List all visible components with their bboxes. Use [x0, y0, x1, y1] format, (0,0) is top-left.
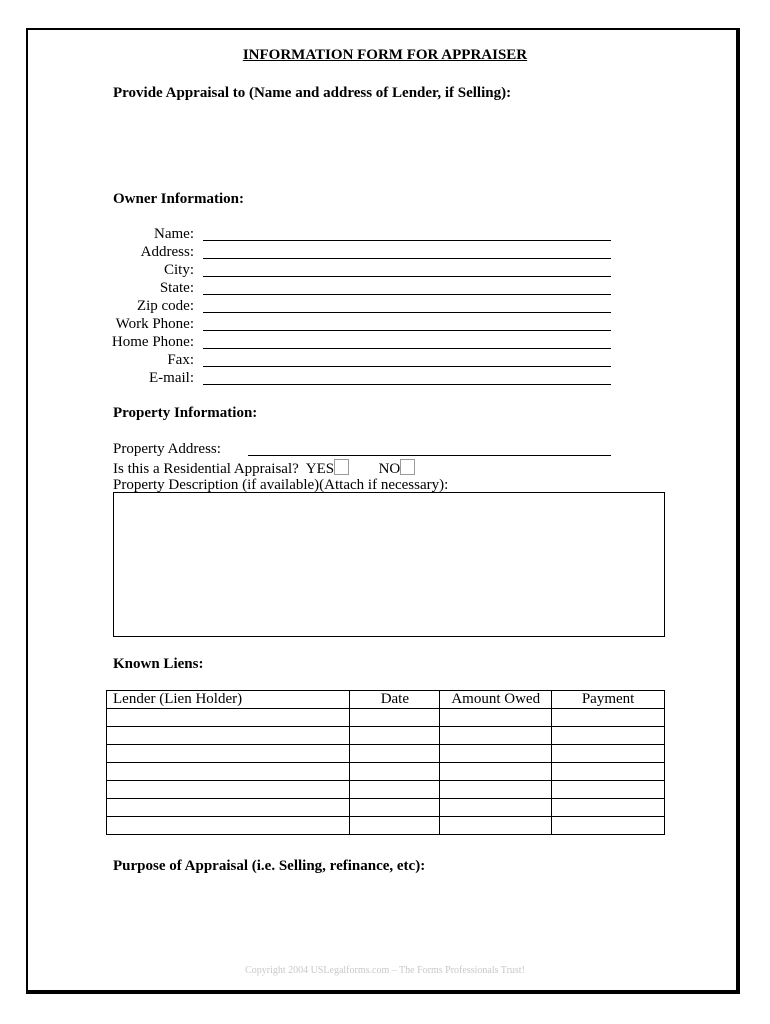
property-description-label: Property Description (if available)(Attach if necessary): [113, 477, 449, 493]
liens-header-row [107, 691, 665, 709]
liens-col-lender: Lender (Lien Holder) [107, 691, 350, 709]
owner-work-phone-label: Work Phone: [115, 316, 194, 332]
table-cell[interactable] [440, 763, 552, 781]
table-cell[interactable] [350, 799, 440, 817]
table-cell[interactable] [552, 709, 665, 727]
table-cell[interactable] [107, 727, 350, 745]
owner-fax-field[interactable] [203, 366, 611, 367]
table-cell[interactable] [552, 781, 665, 799]
table-cell[interactable] [552, 799, 665, 817]
table-cell[interactable] [440, 709, 552, 727]
table-cell[interactable] [440, 817, 552, 835]
liens-table [106, 690, 665, 835]
table-cell[interactable] [107, 763, 350, 781]
owner-city-field[interactable] [203, 276, 611, 277]
owner-email-field[interactable] [203, 384, 611, 385]
form-title: INFORMATION FORM FOR APPRAISER [242, 47, 528, 63]
owner-home-phone-field[interactable] [203, 348, 611, 349]
table-cell[interactable] [107, 799, 350, 817]
liens-col-amount-owed: Amount Owed [440, 691, 552, 709]
table-cell[interactable] [440, 799, 552, 817]
owner-fax-label: Fax: [167, 352, 194, 368]
owner-home-phone-label: Home Phone: [111, 334, 194, 350]
table-cell[interactable] [440, 781, 552, 799]
residential-question-label: Is this a Residential Appraisal? [113, 461, 299, 477]
provide-appraisal-heading: Provide Appraisal to (Name and address of Lender, if Selling): [113, 85, 512, 101]
table-cell[interactable] [107, 781, 350, 799]
table-cell[interactable] [440, 745, 552, 763]
owner-name-label: Name: [154, 226, 194, 242]
owner-zip-label: Zip code: [136, 298, 194, 314]
table-cell[interactable] [552, 817, 665, 835]
yes-label: YES [305, 461, 335, 477]
yes-checkbox[interactable] [334, 459, 349, 475]
table-cell[interactable] [350, 817, 440, 835]
table-row [107, 817, 665, 835]
owner-state-label: State: [159, 280, 194, 296]
owner-address-field[interactable] [203, 258, 611, 259]
known-liens-heading: Known Liens: [113, 656, 204, 672]
owner-zip-field[interactable] [203, 312, 611, 313]
no-checkbox[interactable] [400, 459, 415, 475]
table-cell[interactable] [350, 709, 440, 727]
table-cell[interactable] [440, 727, 552, 745]
table-cell[interactable] [107, 709, 350, 727]
owner-email-label: E-mail: [149, 370, 194, 386]
owner-state-field[interactable] [203, 294, 611, 295]
table-row [107, 799, 665, 817]
purpose-of-appraisal-heading: Purpose of Appraisal (i.e. Selling, refinance, etc): [113, 858, 426, 874]
property-description-box[interactable] [113, 492, 665, 637]
copyright-footer: Copyright 2004 USLegalforms.com – The Forms Professionals Trust! [245, 965, 525, 976]
table-row [107, 709, 665, 727]
owner-information-heading: Owner Information: [113, 191, 244, 207]
table-cell[interactable] [552, 727, 665, 745]
table-cell[interactable] [552, 745, 665, 763]
table-row [107, 781, 665, 799]
table-cell[interactable] [350, 745, 440, 763]
table-cell[interactable] [350, 781, 440, 799]
residential-question [113, 459, 415, 478]
table-row [107, 745, 665, 763]
table-cell[interactable] [107, 745, 350, 763]
property-information-heading: Property Information: [113, 405, 258, 421]
no-label: NO [378, 461, 401, 477]
owner-work-phone-field[interactable] [203, 330, 611, 331]
property-address-label: Property Address: [113, 441, 221, 457]
liens-col-date: Date [350, 691, 440, 709]
property-address-field[interactable] [248, 455, 611, 456]
table-cell[interactable] [107, 817, 350, 835]
owner-name-field[interactable] [203, 240, 611, 241]
owner-address-label: Address: [140, 244, 194, 260]
table-cell[interactable] [552, 763, 665, 781]
liens-col-payment: Payment [552, 691, 665, 709]
owner-city-label: City: [163, 262, 194, 278]
table-row [107, 727, 665, 745]
table-row [107, 763, 665, 781]
table-cell[interactable] [350, 763, 440, 781]
table-cell[interactable] [350, 727, 440, 745]
